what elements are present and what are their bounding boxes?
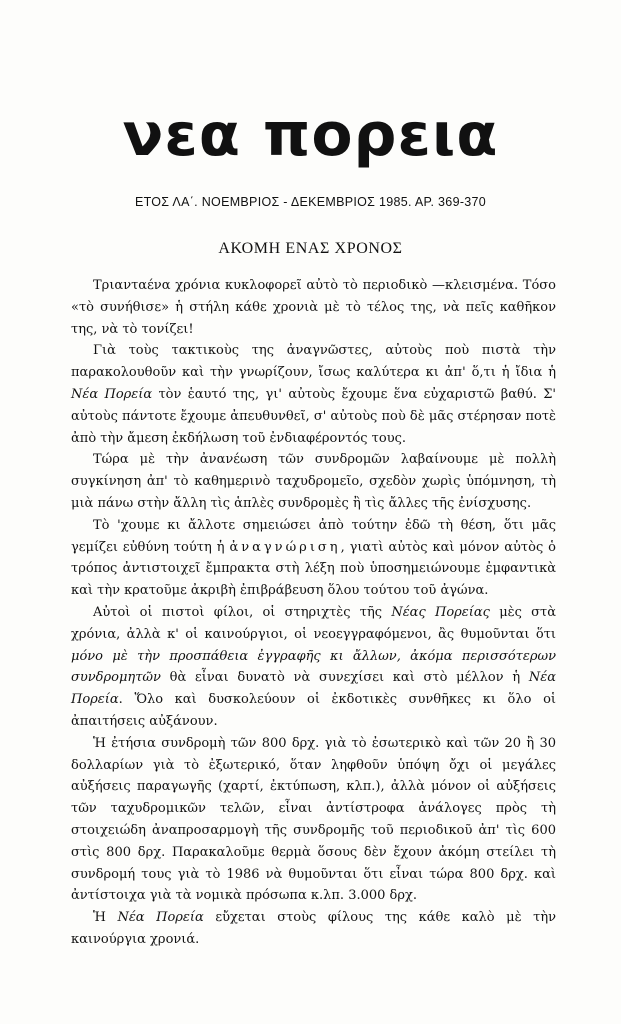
paragraph-text: εὔχεται στοὺς φίλους της κάθε καλὸ μὲ τὴν καινούργια χρονιά. [71, 910, 557, 947]
paragraph-text: Ἡ [93, 910, 118, 926]
paragraph-text: Γιὰ τοὺς τακτικοὺς της ἀναγνῶστες, αὐτοὺς ποὺ πιστὰ τὴν παρακολουθοῦν καὶ τὴν γνωρίζουν, ἴσως καλύτερα κι ἀπ' ὅ,τι ἡ ἴδια ἡ [71, 343, 556, 381]
paragraph-5 [71, 602, 556, 733]
paragraph-2 [71, 340, 556, 449]
paragraph-text: τὸν ἑαυτό της, γι' αὐτοὺς ἔχουμε ἕνα εὐχαριστῶ βαθύ. Σ' αὐτοὺς πάντοτε ἔχουμε ἀπευθυνθεῖ, σ' αὐτοὺς ποὺ δὲ μᾶς στέρησαν ποτὲ ἀπὸ τὴν ἄμεση ἐκδήλωση τοῦ ἐνδιαφέροντός τους. [71, 386, 556, 446]
spaced-word: ἀναγνώριση [229, 539, 341, 555]
paragraph-text: Τώρα μὲ τὴν ἀνανέωση τῶν συνδρομῶν λαβαίνουμε μὲ πολλὴ συγκίνηση ἀπ' τὸ καθημερινὸ ταχυδρομεῖο, σχεδὸν χωρὶς ὑπόμνηση, τὴ μιὰ πάνω στὴν ἄλλη τὶς ἁπλὲς συνδρομὲς ἢ τὶς ἄλλες τῆς ἐνίσχυσης. [71, 452, 556, 511]
italic-title: Νέα Πορεία [117, 910, 204, 926]
paragraph-text: . Ὅλο καὶ δυσκολεύουν οἱ ἐκδοτικὲς συνθῆκες κι ὅλο οἱ ἀπαιτήσεις αὐξάνουν. [71, 692, 556, 729]
paragraph-6 [71, 733, 556, 907]
italic-title: Νέα Πορεία [71, 670, 556, 708]
article-heading: ΑΚΟΜΗ ΕΝΑΣ ΧΡΟΝΟΣ [218, 240, 403, 257]
italic-title: Νέας Πορείας [391, 604, 490, 620]
paragraph-text: Τὸ 'χουμε κι ἄλλοτε σημειώσει ἀπὸ τούτην ἐδῶ τὴ θέση, ὅτι μᾶς γεμίζει εὐθύνη τούτη ἡ [71, 517, 556, 555]
italic-title: Νέα Πορεία [71, 386, 153, 402]
paragraph-text: Ἡ ἐτήσια συνδρομὴ τῶν 800 δρχ. γιὰ τὸ ἐσωτερικὸ καὶ τῶν 20 ἢ 30 δολλαρίων γιὰ τὸ ἐξωτερικό, ὅταν ληφθοῦν ὑπόψη ὄχι οἱ μεγάλες αὐξήσεις παραγωγῆς (χαρτί, ἐκτύπωση, κλπ.), ἀλλὰ μόνον οἱ αὐξήσεις τῶν ταχυδρομικῶν τελῶν, εἶναι ἀντίστροφα ἀνάλογες πρὸς τὴ στοιχειώδη ἀναπροσαρμογὴ τῆς συνδρομῆς τοῦ περιοδικοῦ ἀπ' τὶς 600 στὶς 800 δρχ. Παρακαλοῦμε θερμὰ ὅσους δὲν ἔχουν ἀκόμη στείλει τὴ συνδρομή τους γιὰ τὸ 1986 νὰ θυμοῦνται ὅτι εἶναι τώρα 800 δρχ. καὶ ἀντίστοιχα γιὰ τὰ νομικὰ πρόσωπα κ.λπ. 3.000 δρχ. [71, 735, 556, 904]
paragraph-1 [71, 275, 556, 340]
paragraph-text: Αὐτοὶ οἱ πιστοὶ φίλοι, οἱ στηριχτὲς τῆς [93, 604, 392, 620]
paragraph-4 [71, 515, 556, 602]
italic-emphasis: μόνο μὲ τὴν προσπάθεια ἐγγραφῆς κι ἄλλων, ἀκόμα περισσότερων συνδρομητῶν [71, 648, 556, 686]
paragraph-text: θὰ εἶναι δυνατὸ νὰ συνεχίσει καὶ στὸ μέλλον ἡ [160, 670, 529, 686]
issue-line: ΕΤΟΣ ΛΑ΄. ΝΟΕΜΒΡΙΟΣ - ΔΕΚΕΜΒΡΙΟΣ 1985. ΑΡ. 369-370 [134, 195, 487, 209]
masthead-title: νεα πορεια [122, 100, 499, 170]
paragraph-text: , γιατὶ αὐτὸς καὶ μόνον αὐτὸς ὁ τρόπος ἀντιστοιχεῖ ἔμπρακτα στὴ λέξη ποὺ ὑποσημειώνουμε ἐμφαντικὰ καὶ τὴν κρατοῦμε ἀκριβὴ ἐπιβράβευση ὅλου τούτου τοῦ ἀγώνα. [71, 539, 556, 599]
paragraph-7 [71, 907, 556, 951]
paragraph-text: μὲς στὰ χρόνια, ἀλλὰ κ' οἱ καινούργιοι, οἱ νεοεγγραφόμενοι, ἂς θυμοῦνται ὅτι [71, 604, 556, 642]
paragraph-text: Τριανταένα χρόνια κυκλοφορεῖ αὐτὸ τὸ περιοδικὸ —κλεισμένα. Τόσο «τὸ συνήθισε» ἡ στήλη κάθε χρονιὰ μὲ τὸ τέλος της, νὰ πεῖς καθῆκον της, νὰ τὸ τονίζει! [71, 278, 556, 337]
paragraph-3 [71, 449, 556, 514]
article-body [71, 275, 556, 951]
